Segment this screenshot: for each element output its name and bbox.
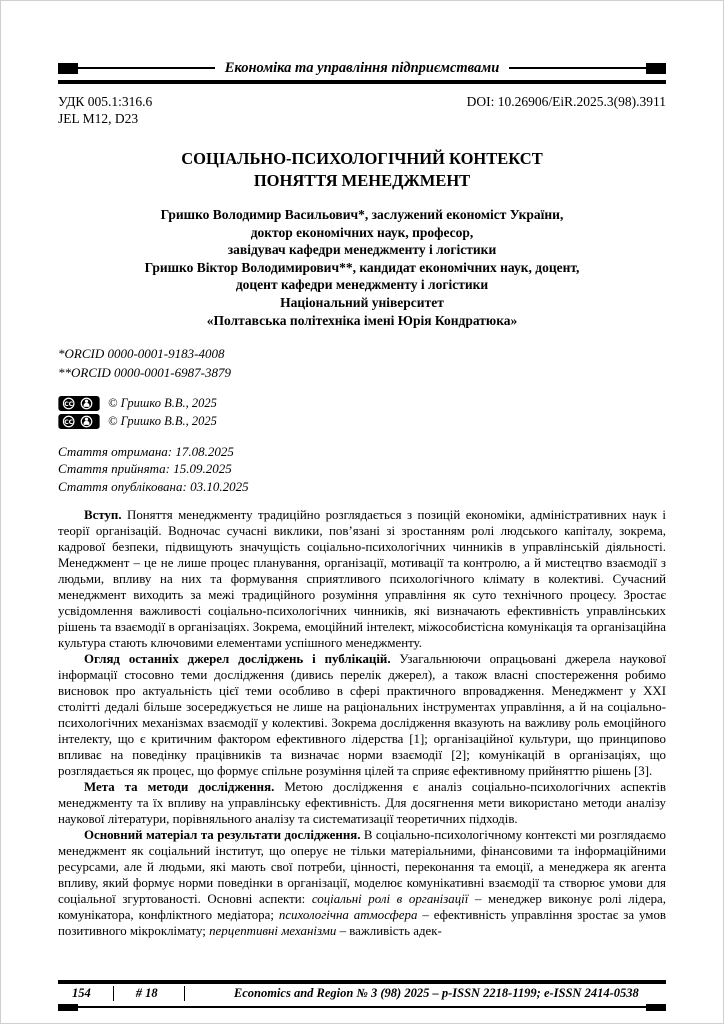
orcid-block xyxy=(58,345,666,383)
authors-block xyxy=(58,206,666,329)
author-line: доцент кафедри менеджменту і логістики xyxy=(235,277,489,293)
cc-by-license-icon xyxy=(58,414,100,429)
date-received: Стаття отримана: 17.08.2025 xyxy=(58,443,234,459)
paragraph-introduction: Вступ. Поняття менеджменту традиційно розглядається з позицій економіки, адміністративних наук і теорії організацій. Водночас сучасні виклики, пов’язані зі зростанням ролі людського капіталу, зокрема, кадрової безпеки, підвищують значущість соціально-психологічних чинників в управлінській діяльності. Менеджмент – це не лише процес планування, організації, мотивації та контролю, а й мистецтво взаємодії з людьми, впливу на них та формування сприятливого психологічного клімату в колективі. Сучасний менеджмент виходить за межі традиційного розуміння управління як суто технічного процесу. Зростає усвідомлення важливості соціально-психологічних чинників, які визначають ефективність управлінських рішень та взаємодії в організаціях. Зокрема, емоційний інтелект, міжособистісна комунікація та організаційна культура стають ключовими елементами успішного менеджменту. xyxy=(58,508,666,651)
author-line: Гришко Віктор Володимирович**, кандидат економічних наук, доцент, xyxy=(144,259,580,275)
date-published: Стаття опублікована: 03.10.2025 xyxy=(58,478,249,494)
issue-number: # 18 xyxy=(113,986,184,1001)
section-header-band xyxy=(58,59,666,77)
copyright-text: © Гришко В.В., 2025 xyxy=(108,396,217,411)
page-number: 154 xyxy=(72,986,91,1000)
footer-left-mark xyxy=(58,1004,78,1011)
license-block xyxy=(58,395,666,431)
copyright-text: © Гришко В.В., 2025 xyxy=(108,414,217,429)
cc-by-license-icon xyxy=(58,396,100,411)
header-thick-rule xyxy=(58,80,666,84)
paragraph-literature-review: Огляд останніх джерел досліджень і публікацій. Узагальнюючи опрацьовані джерела наукової інформації стосовно теми дослідження (дивись перелік джерел), а також власні спостереження робимо висновок про актуальність цієї теми особливо в сфері практичного впровадження. Менеджмент у XXI столітті дедалі більше зосереджується не лише на раціональних інструментах управління, а й на соціально-психологічних механізмах взаємодії у колективі. Зокрема дослідження вказують на важливу роль емоційного інтелекту, що є критичним фактором ефективного лідерства [1]; організаційної культури, що принципово впливає на поведінку працівників та визначає норми взаємодії [2]; комунікацій в організаціях, що розглядається як процес, що формує спільне розуміння цілей та сприяє ефективному прийняттю рішень [3]. xyxy=(58,652,667,779)
footer-bottom-band xyxy=(58,1003,666,1011)
author-line: «Полтавська політехніка імені Юрія Кондратюка» xyxy=(206,312,518,328)
footer-row xyxy=(58,984,666,1003)
page-footer xyxy=(58,977,666,1011)
author-line: Національний університет xyxy=(280,295,444,311)
header-right-rule xyxy=(509,67,646,69)
footer-bottom-rule xyxy=(78,1006,646,1008)
license-row xyxy=(58,413,666,431)
udc-code: УДК 005.1:316.6 xyxy=(58,94,153,109)
jel-code: JEL M12, D23 xyxy=(58,110,139,126)
footer-right-mark xyxy=(646,1004,666,1011)
svg-text:CC: CC xyxy=(64,419,74,427)
article-body xyxy=(58,507,666,939)
author-line: завідувач кафедри менеджменту і логістики xyxy=(227,242,497,258)
journal-line: Economics and Region № 3 (98) 2025 – p-ISSN 2218-1199; e-ISSN 2414-0538 xyxy=(184,986,666,1001)
section-title: Економіка та управління підприємствами xyxy=(224,59,500,76)
author-line: доктор економічних наук, професор, xyxy=(250,224,474,240)
author-line: Гришко Володимир Васильович*, заслужений економіст України, xyxy=(160,207,564,223)
header-left-rule xyxy=(78,67,215,69)
article-title-line2: ПОНЯТТЯ МЕНЕДЖМЕНТ xyxy=(253,171,471,191)
article-title xyxy=(58,148,666,193)
paragraph-main-results: Основний матеріал та результати дослідження. В соціально-психологічному контексті ми розглядаємо менеджмент як соціальний інститут, що оперує не тільки матеріальними, фінансовими та інформаційними ресурсами, але й людьми, які мають свої потреби, цінності, переконання та емоції, а менеджера як агента впливу, який формує норми поведінки в організації, моделює комунікативні взаємодії та створює умови для соціальної згуртованості. Основні аспекти: соціальні ролі в організації – менеджер виконує ролі лідера, комунікатора, конфліктного медіатора; психологічна атмосфера – ефективність управління зростає за умов позитивного мікроклімату; перцептивні механізми – важливість адек- xyxy=(58,828,666,939)
paragraph-aim-methods: Мета та методи дослідження. Метою дослідження є аналіз соціально-психологічних аспектів менеджменту та їх впливу на управлінську ефективність. Для досягнення мети використано методи аналізу наукової літератури, порівняльного аналізу та систематизації теоретичних підходів. xyxy=(58,780,666,827)
header-left-mark xyxy=(58,63,78,74)
doi: DOI: 10.26906/EiR.2025.3(98).3911 xyxy=(466,94,666,109)
date-accepted: Стаття прийнята: 15.09.2025 xyxy=(58,461,232,477)
orcid-line: *ORCID 0000-0001-9183-4008 xyxy=(58,346,225,362)
article-meta xyxy=(58,94,666,128)
license-row xyxy=(58,395,666,413)
article-dates xyxy=(58,443,666,496)
orcid-line: **ORCID 0000-0001-6987-3879 xyxy=(58,364,231,380)
article-title-line1: СОЦІАЛЬНО-ПСИХОЛОГІЧНИЙ КОНТЕКСТ xyxy=(181,148,543,168)
svg-text:CC: CC xyxy=(64,401,74,409)
header-right-mark xyxy=(646,63,666,74)
udc-jel-block xyxy=(58,94,152,128)
